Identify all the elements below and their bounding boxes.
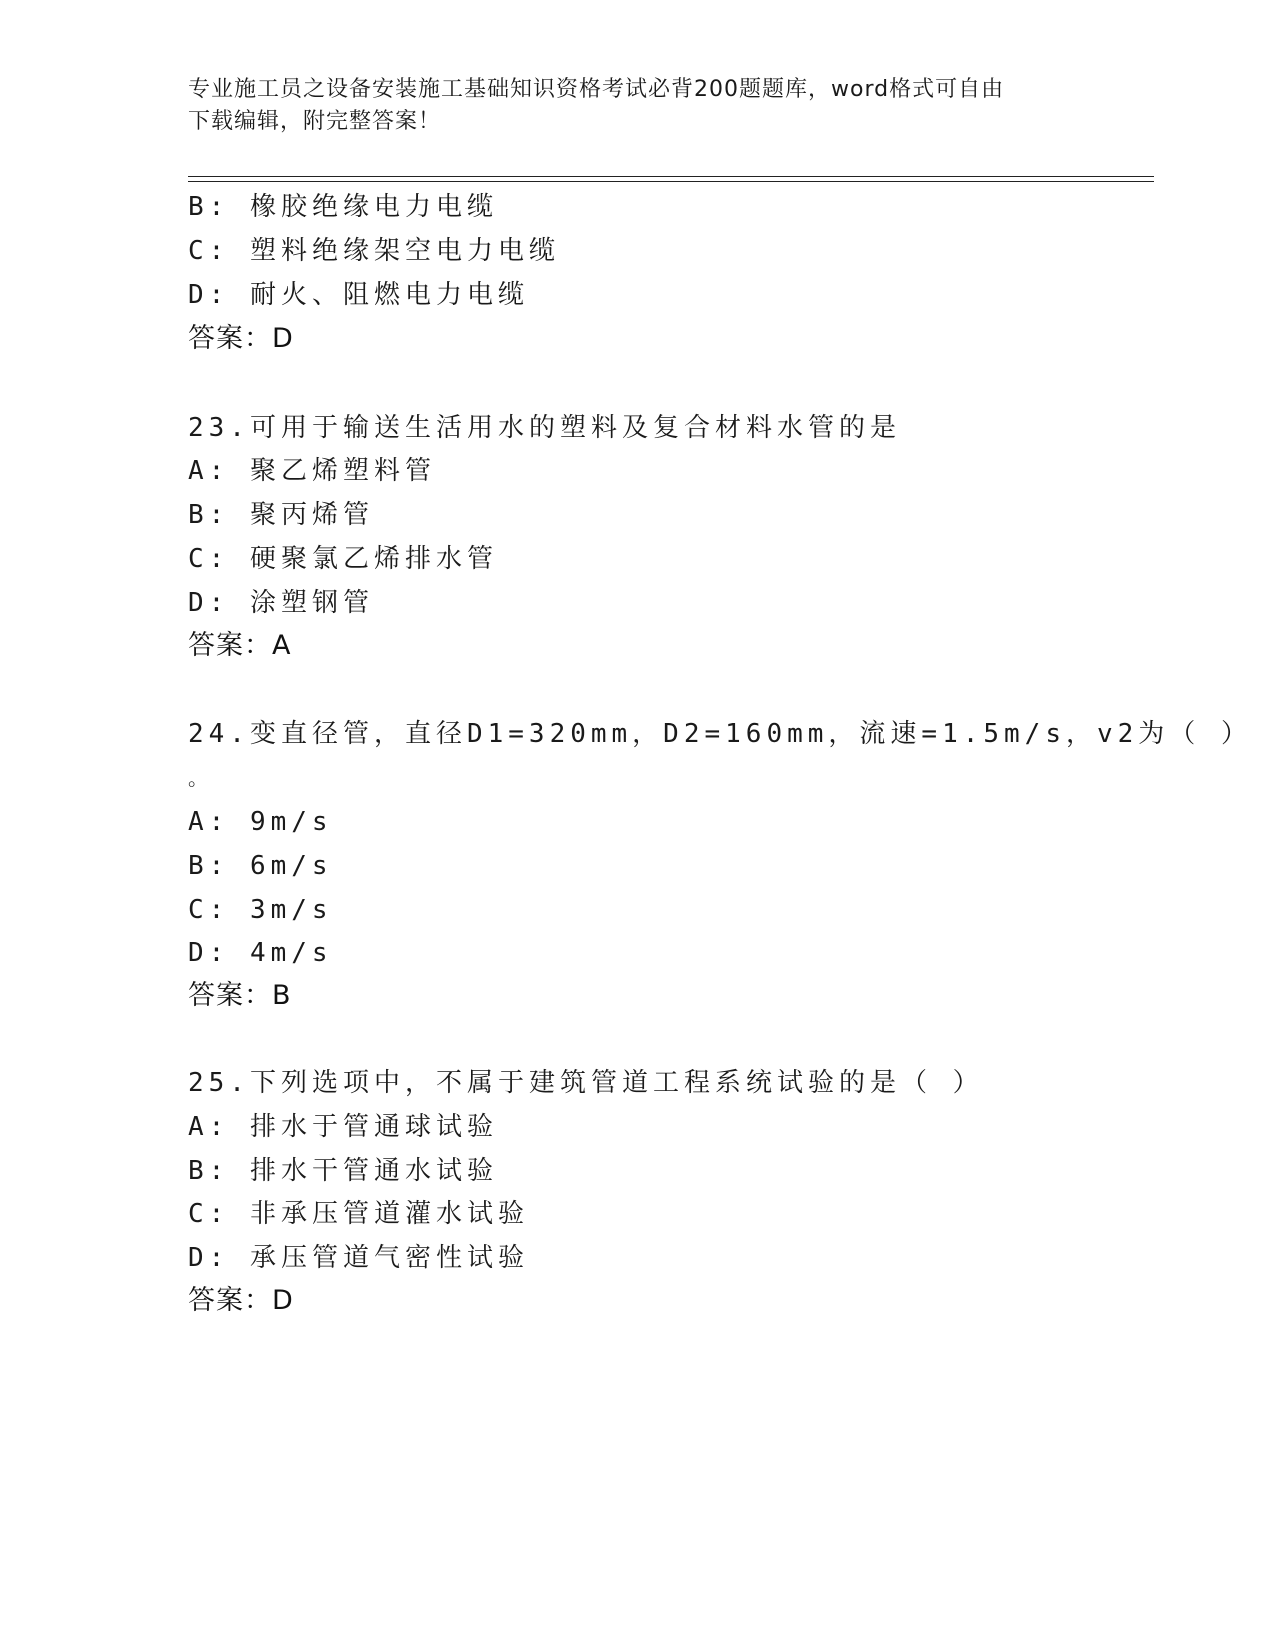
q23-answer: 答案：A — [188, 630, 292, 661]
q24-option-b: B: 6m/s — [188, 851, 333, 881]
q23-option-b: B: 聚丙烯管 — [188, 500, 374, 530]
q22-option-b: B: 橡胶绝缘电力电缆 — [188, 192, 498, 222]
q22-option-c: C: 塑料绝缘架空电力电缆 — [188, 236, 560, 266]
q25-option-d: D: 承压管道气密性试验 — [188, 1243, 529, 1273]
q25-option-c: C: 非承压管道灌水试验 — [188, 1199, 529, 1229]
q22-answer: 答案：D — [188, 323, 294, 354]
q24-question: 24.变直径管，直径D1=320mm，D2=160mm，流速=1.5m/s，v2为（ ） — [188, 719, 1252, 749]
header-line-2: 下载编辑，附完整答案！ — [188, 109, 442, 134]
q23-option-a: A: 聚乙烯塑料管 — [188, 456, 436, 486]
q24-question-continuation: 。 — [188, 766, 208, 790]
header-divider-top — [188, 176, 1154, 177]
q25-answer: 答案：D — [188, 1285, 294, 1316]
header-divider-bottom — [188, 181, 1154, 182]
q24-option-c: C: 3m/s — [188, 895, 333, 925]
q23-question: 23.可用于输送生活用水的塑料及复合材料水管的是 — [188, 413, 901, 443]
q25-option-a: A: 排水于管通球试验 — [188, 1112, 498, 1142]
q23-option-c: C: 硬聚氯乙烯排水管 — [188, 544, 498, 574]
q24-option-d: D: 4m/s — [188, 938, 333, 968]
q24-option-a: A: 9m/s — [188, 807, 333, 837]
q25-option-b: B: 排水干管通水试验 — [188, 1156, 498, 1186]
q22-option-d: D: 耐火、阻燃电力电缆 — [188, 280, 529, 310]
q23-option-d: D: 涂塑钢管 — [188, 588, 374, 618]
header-line-1: 专业施工员之设备安装施工基础知识资格考试必背200题题库，word格式可自由 — [188, 77, 1005, 102]
q24-answer: 答案：B — [188, 980, 292, 1011]
document-header — [188, 74, 1068, 138]
q25-question: 25.下列选项中，不属于建筑管道工程系统试验的是（ ） — [188, 1068, 984, 1098]
